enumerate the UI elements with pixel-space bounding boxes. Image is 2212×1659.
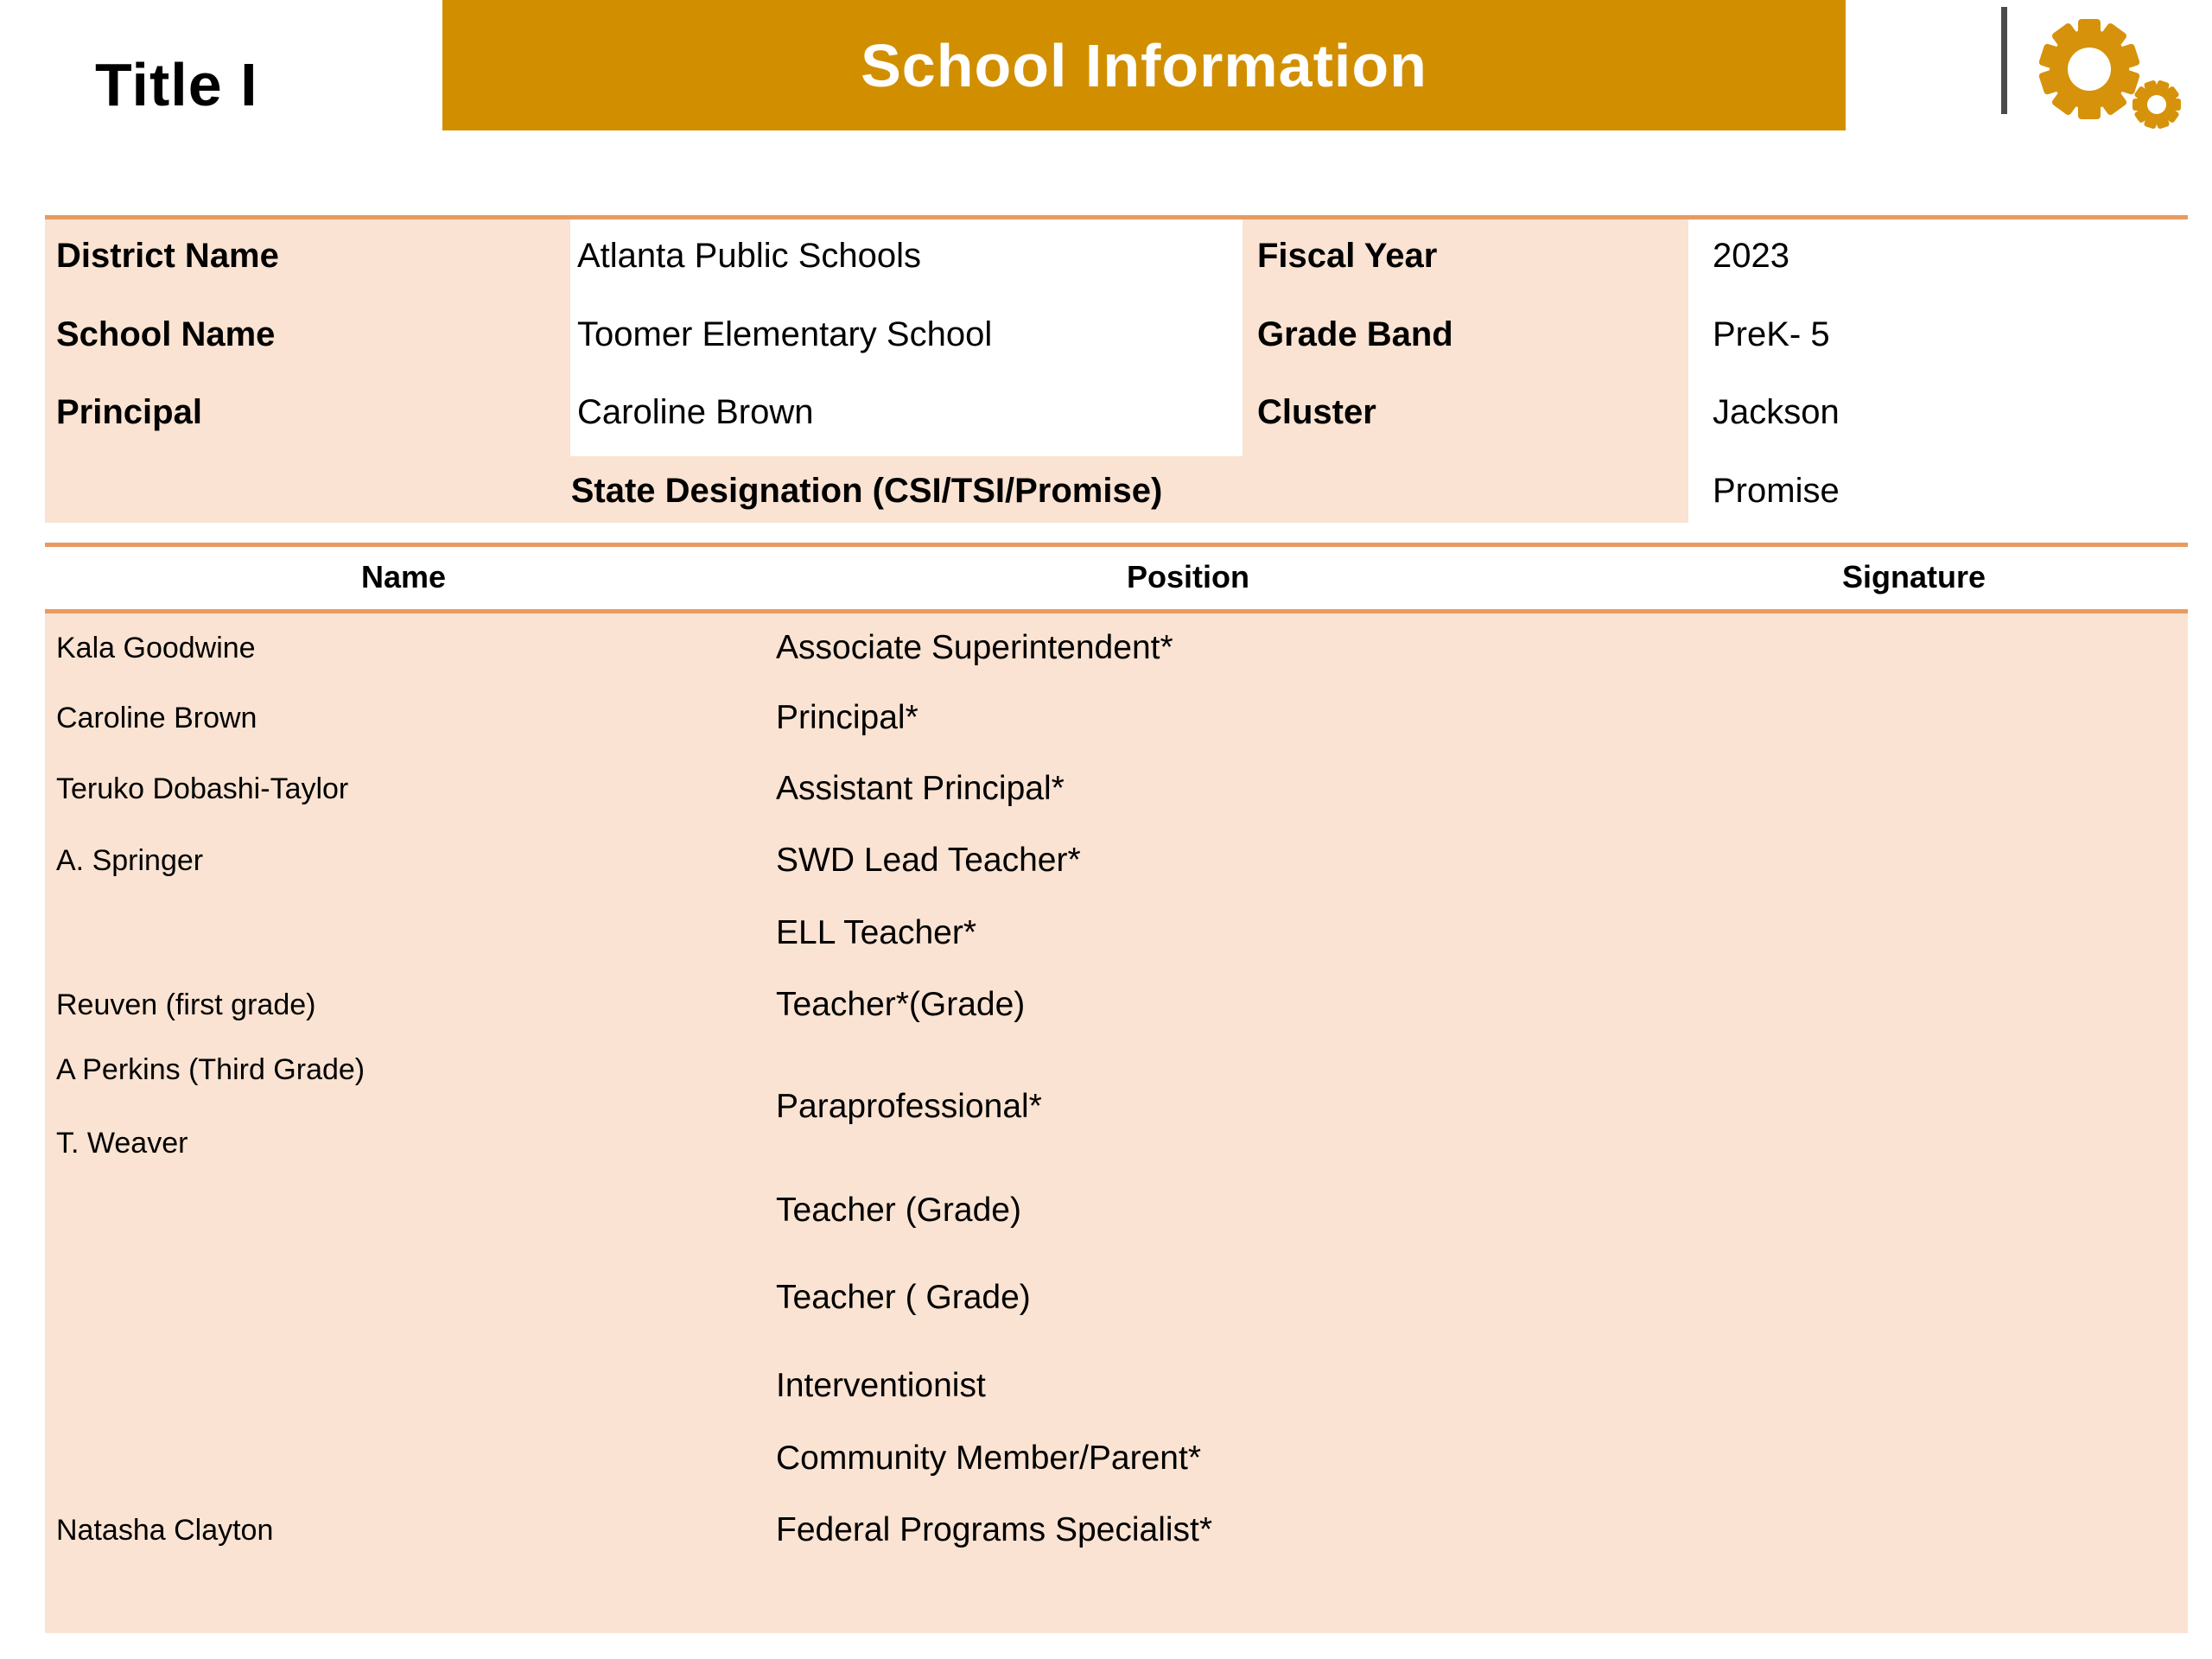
grade-band-label: Grade Band	[1257, 315, 1453, 353]
signer-position: Community Member/Parent*	[776, 1440, 1201, 1477]
table-row	[45, 1367, 2188, 1405]
table-row	[45, 1088, 2188, 1126]
signer-position: Teacher*(Grade)	[776, 986, 1026, 1023]
table-row	[45, 770, 2188, 808]
cluster-label: Cluster	[1257, 393, 1376, 431]
table-row	[45, 1279, 2188, 1317]
signer-name: A. Springer	[56, 844, 204, 877]
district-name-label: District Name	[56, 237, 279, 275]
school-name-value: Toomer Elementary School	[577, 315, 993, 353]
table-row	[45, 1124, 2188, 1162]
header-divider	[2001, 7, 2007, 114]
signers-table	[45, 543, 2188, 1633]
signer-name: Reuven (first grade)	[56, 988, 316, 1021]
signer-name: Caroline Brown	[56, 702, 257, 734]
signer-position: Associate Superintendent*	[776, 629, 1173, 666]
principal-value: Caroline Brown	[577, 393, 814, 431]
doc-label: Title I	[95, 51, 258, 118]
signer-position: Federal Programs Specialist*	[776, 1511, 1213, 1548]
signer-name: Kala Goodwine	[56, 632, 256, 664]
table-row	[45, 699, 2188, 737]
signature-column-header: Signature	[1841, 559, 1986, 594]
signer-name: A Perkins (Third Grade)	[56, 1053, 365, 1086]
principal-label: Principal	[56, 393, 202, 431]
table-row	[45, 1192, 2188, 1230]
district-name-value: Atlanta Public Schools	[577, 237, 922, 275]
grade-band-value: PreK- 5	[1713, 315, 1830, 353]
table-row	[45, 1440, 2188, 1478]
cluster-value: Jackson	[1713, 393, 1840, 431]
table-row	[45, 986, 2188, 1024]
signers-table-body	[45, 613, 2188, 1633]
gears-icon	[2035, 7, 2208, 132]
signer-name: Natasha Clayton	[56, 1514, 274, 1547]
signer-name: Teruko Dobashi-Taylor	[56, 772, 349, 805]
table-row	[45, 1051, 2188, 1089]
table-row	[45, 842, 2188, 880]
banner	[442, 0, 1846, 130]
table-row	[45, 629, 2188, 667]
signer-position: Teacher (Grade)	[776, 1192, 1021, 1229]
banner-title: School Information	[861, 31, 1427, 99]
signer-position: Teacher ( Grade)	[776, 1279, 1031, 1316]
signer-position: Interventionist	[776, 1367, 986, 1404]
position-column-header: Position	[1127, 559, 1249, 594]
fiscal-year-value: 2023	[1713, 237, 1789, 275]
signer-position: ELL Teacher*	[776, 914, 977, 951]
state-designation-value: Promise	[1713, 472, 1840, 510]
state-designation-label: State Designation (CSI/TSI/Promise)	[570, 472, 1163, 510]
school-name-label: School Name	[56, 315, 276, 353]
signer-position: Assistant Principal*	[776, 770, 1065, 807]
table-row	[45, 1511, 2188, 1549]
name-column-header: Name	[360, 559, 447, 594]
fiscal-year-label: Fiscal Year	[1257, 237, 1438, 275]
signers-table-header	[45, 547, 2188, 609]
signer-position: Paraprofessional*	[776, 1088, 1042, 1125]
signer-position: Principal*	[776, 699, 918, 736]
signer-position: SWD Lead Teacher*	[776, 842, 1081, 879]
school-info-table	[45, 215, 2188, 547]
signer-name: T. Weaver	[56, 1127, 188, 1160]
table-row	[45, 914, 2188, 952]
